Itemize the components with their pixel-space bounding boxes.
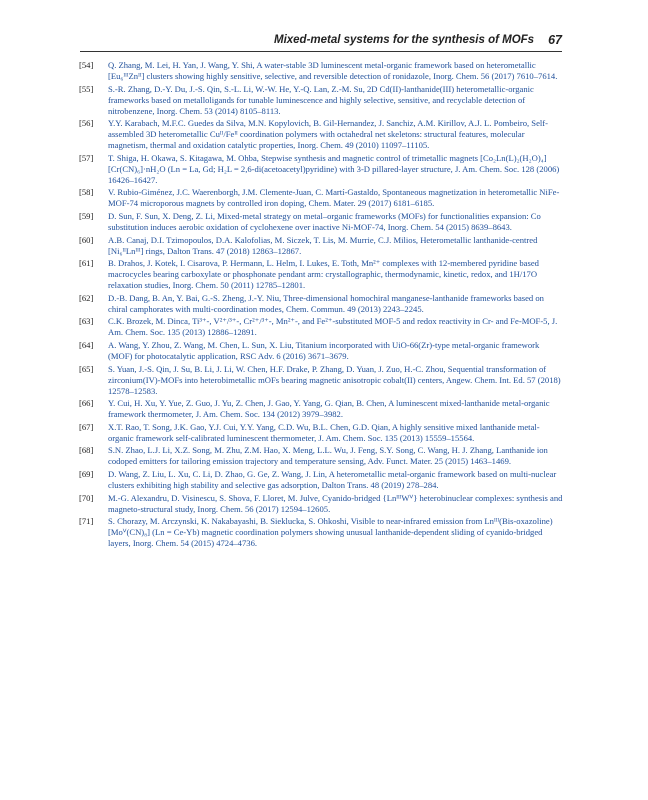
reference-text[interactable]: Y. Cui, H. Xu, Y. Yue, Z. Guo, J. Yu, Z. Chen, J. Gao, Y. Yang, G. Qian, B. Chen, A luminescent mixed-lanthanide metal-organic framework thermometer, J. Am. Chem. Soc. 134 (2012) 3979–3982. — [108, 398, 550, 420]
running-header — [80, 29, 562, 52]
reference-item — [79, 118, 563, 151]
reference-text[interactable]: B. Drahos, J. Kotek, I. Cisarova, P. Hermann, L. Helm, I. Lukes, E. Toth, Mn²⁺ complexes with 12-membered pyridine based macrocycles bearing carboxylate or phosphonate pendant arm: crystallographic, thermodynamic, kinetic, redox, and 1H/17O relaxation studies, Inorg. Chem. 50 (2011) 12785–12801. — [108, 258, 539, 291]
reference-item — [79, 258, 563, 291]
reference-number: [69] — [79, 468, 94, 479]
reference-text[interactable]: A. Wang, Y. Zhou, Z. Wang, M. Chen, L. Sun, X. Liu, Titanium incorporated with UiO-66(Zr)-type metal-organic framework (MOF) for photocatalytic application, RSC Adv. 6 (2016) 3671–3679. — [108, 339, 540, 361]
reference-item — [79, 493, 563, 515]
reference-number: [67] — [79, 421, 94, 432]
reference-item — [79, 516, 563, 549]
reference-number: [63] — [79, 316, 94, 327]
reference-item — [79, 84, 563, 117]
reference-text[interactable]: S.-R. Zhang, D.-Y. Du, J.-S. Qin, S.-L. Li, W.-W. He, Y.-Q. Lan, Z.-M. Su, 2D Cd(II)-lanthanide(III) heterometallic-organic frameworks based on metalloligands for tunable luminescence and highly selective, sensitive, and recyclable detection of nitrobenzene, Inorg. Chem. 53 (2014) 8105–8113. — [108, 83, 534, 116]
reference-text[interactable]: S. Chorazy, M. Arczynski, K. Nakabayashi, B. Sieklucka, S. Ohkoshi, Visible to near-infrared emission from Lnᴵᴵᴵ(Bis-oxazoline)[Moⱽ(CN)₈] (Ln = Ce-Yb) magnetic coordination polymers showing unusual lanthanide-dependent sliding of cyanido-bridged layers, Inorg. Chem. 54 (2015) 4724–4736. — [108, 516, 553, 549]
reference-number: [71] — [79, 516, 94, 527]
reference-number: [65] — [79, 363, 94, 374]
page-number: 67 — [548, 33, 562, 47]
reference-item — [79, 60, 563, 82]
reference-text[interactable]: Y.Y. Karabach, M.F.C. Guedes da Silva, M.N. Kopylovich, B. Gil-Hernandez, J. Sanchiz, A.M. Kirillov, A.J. L. Pombeiro, Self-assembled 3D heterometallic Cuᴵᴵ/Feᴵᴵ coordination polymers with octahedral net skeletons: structural features, molecular magnetism, thermal and oxidation catalytic properties, Inorg. Chem. 49 (2010) 11097–11105. — [108, 118, 549, 151]
reference-number: [55] — [79, 83, 94, 94]
reference-item — [79, 398, 563, 420]
reference-text[interactable]: T. Shiga, H. Okawa, S. Kitagawa, M. Ohba, Stepwise synthesis and magnetic control of trimetallic magnets [Co₂Ln(L)₂(H₂O)₄][Cr(CN)₆]·nH₂O (Ln = La, Gd; H₂L = 2,6-di(acetoacetyl)pyridine) with 3-D pillared-layer structure, J. Am. Chem. Soc. 128 (2006) 16426–16427. — [108, 152, 560, 185]
reference-number: [61] — [79, 258, 94, 269]
reference-item — [79, 211, 563, 233]
reference-item — [79, 293, 563, 315]
reference-number: [56] — [79, 118, 94, 129]
reference-text[interactable]: D.-B. Dang, B. An, Y. Bai, G.-S. Zheng, J.-Y. Niu, Three-dimensional homochiral manganese-lanthanide frameworks based on chiral camphorates with multi-coordination modes, Chem. Commun. 49 (2013) 2243–2245. — [108, 292, 544, 314]
reference-text[interactable]: M.-G. Alexandru, D. Visinescu, S. Shova, F. Lloret, M. Julve, Cyanido-bridged {LnᴵᴵᴵWⱽ} heterobinuclear complexes: synthesis and magneto-structural study, Inorg. Chem. 56 (2017) 12594–12605. — [108, 492, 563, 514]
reference-number: [54] — [79, 60, 94, 70]
reference-number: [68] — [79, 445, 94, 456]
reference-number: [70] — [79, 492, 94, 503]
reference-item — [79, 153, 563, 186]
reference-text[interactable]: D. Sun, F. Sun, X. Deng, Z. Li, Mixed-metal strategy on metal–organic frameworks (MOFs) for functionalities expansion: Co substitution induces aerobic oxidation of cyclohexene over inactive Ni-MOF-74, Inorg. Chem. 54 (2015) 8639–8643. — [108, 210, 541, 232]
reference-number: [57] — [79, 152, 94, 163]
reference-text[interactable]: Q. Zhang, M. Lei, H. Yan, J. Wang, Y. Shi, A water-stable 3D luminescent metal-organic framework based on heterometallic [Eu₆ᴵᴵᴵZnᴵᴵ] clusters showing highly sensitive, selective, and reversible detection of ronidazole, Inorg. Chem. 56 (2017) 7610–7614. — [108, 60, 558, 81]
reference-item — [79, 445, 563, 467]
reference-item — [79, 187, 563, 209]
reference-text[interactable]: S.N. Zhao, L.J. Li, X.Z. Song, M. Zhu, Z.M. Hao, X. Meng, L.L. Wu, J. Feng, S.Y. Song, C. Wang, H. J. Zhang, Lanthanide ion codoped emitters for tailoring emission trajectory and temperature sensing, Adv. Funct. Mater. 25 (2015) 1463–1469. — [108, 445, 548, 467]
reference-text[interactable]: C.K. Brozek, M. Dinca, Ti³⁺-, V²⁺/³⁺-, Cr²⁺/³⁺-, Mn²⁺-, and Fe²⁺-substituted MOF-5 and redox reactivity in Cr- and Fe-MOF-5, J. Am. Chem. Soc. 135 (2013) 12886–12891. — [108, 316, 558, 338]
reference-item — [79, 235, 563, 257]
reference-text[interactable]: S. Yuan, J.-S. Qin, J. Su, B. Li, J. Li, W. Chen, H.F. Drake, P. Zhang, D. Yuan, J. Zuo, H.-C. Zhou, Sequential transformation of zirconium(IV)-MOFs into heterobimetallic mOFs bearing magnetic anisotropic cobalt(II) centers, Angew. Chem. Int. Ed. 57 (2018) 12578–12583. — [108, 363, 561, 396]
reference-item — [79, 469, 563, 491]
running-title: Mixed-metal systems for the synthesis of MOFs — [273, 34, 535, 46]
reference-number: [58] — [79, 187, 94, 198]
reference-number: [64] — [79, 339, 94, 350]
reference-item — [79, 316, 563, 338]
reference-text[interactable]: D. Wang, Z. Liu, L. Xu, C. Li, D. Zhao, G. Ge, Z. Wang, J. Lin, A heterometallic metal-organic framework based on multi-nuclear clusters exhibiting high stability and selective gas adsorption, Dalton Trans. 48 (2019) 278–284. — [108, 468, 557, 490]
reference-number: [62] — [79, 292, 94, 303]
reference-text[interactable]: A.B. Canaj, D.I. Tzimopoulos, D.A. Kalofolias, M. Siczek, T. Lis, M. Murrie, C.J. Milios, Heterometallic lanthanide-centred [Ni₆ᴵᴵLnᴵᴵᴵ] rings, Dalton Trans. 47 (2018) 12863–12867. — [108, 234, 538, 256]
reference-item — [79, 340, 563, 362]
reference-number: [66] — [79, 398, 94, 409]
reference-text[interactable]: V. Rubio-Giménez, J.C. Waerenborgh, J.M. Clemente-Juan, C. Martí-Gastaldo, Spontaneous magnetization in heterometallic NiFe-MOF-74 microporous magnets by controlled iron doping, Chem. Mater. 29 (2017) 6181–6185. — [108, 187, 560, 209]
reference-list — [79, 60, 563, 551]
reference-number: [60] — [79, 234, 94, 245]
reference-item — [79, 364, 563, 397]
reference-text[interactable]: X.T. Rao, T. Song, J.K. Gao, Y.J. Cui, Y.Y. Yang, C.D. Wu, B.L. Chen, G.D. Qian, A highly sensitive mixed lanthanide metal-organic framework self-calibrated luminescent thermometer, J. Am. Chem. Soc. 135 (2013) 15559–15564. — [108, 421, 540, 443]
reference-number: [59] — [79, 210, 94, 221]
reference-item — [79, 422, 563, 444]
